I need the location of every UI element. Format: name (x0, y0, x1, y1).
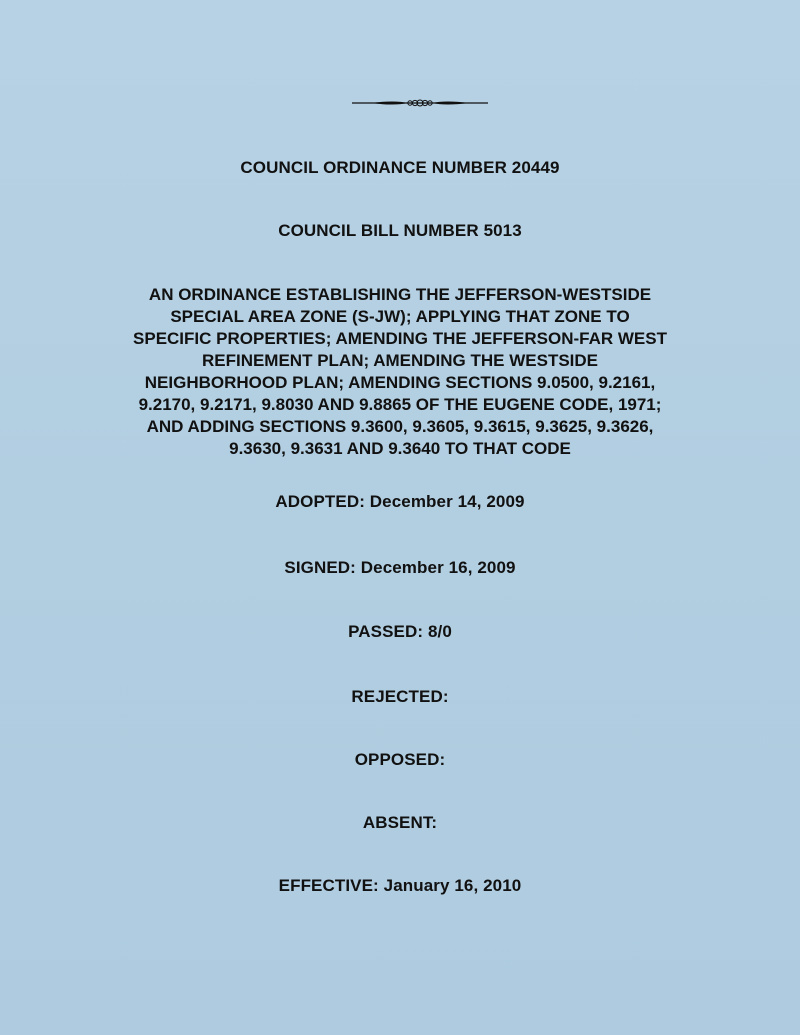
bill-number: COUNCIL BILL NUMBER 5013 (278, 221, 522, 240)
passed-vote: PASSED: 8/0 (348, 622, 452, 641)
ornament-divider-icon (350, 96, 490, 110)
adopted-date: ADOPTED: December 14, 2009 (275, 492, 525, 511)
signed-date: SIGNED: December 16, 2009 (284, 558, 516, 577)
rejected-field: REJECTED: (351, 687, 449, 706)
ordinance-number: COUNCIL ORDINANCE NUMBER 20449 (240, 158, 560, 177)
opposed-field: OPPOSED: (354, 750, 446, 769)
ordinance-title: AN ORDINANCE ESTABLISHING THE JEFFERSON-WESTSIDE SPECIAL AREA ZONE (S-JW); APPLYING THAT ZONE TO SPECIFIC PROPERTIES; AMENDING THE JEFFERSON-FAR WEST REFINEMENT PLAN; AMENDING THE WESTSIDE NEIGHBORHOOD PLAN; AMENDING SECTIONS 9.0500, 9.2161, 9.2170, 9.2171, 9.8030 AND 9.8865 OF THE EUGENE CODE, 1971; AND ADDING SECTIONS 9.3600, 9.3605, 9.3615, 9.3625, 9.3626, 9.3630, 9.3631 AND 9.3640 TO THAT CODE (133, 285, 667, 458)
absent-field: ABSENT: (362, 813, 438, 832)
effective-date: EFFECTIVE: January 16, 2010 (278, 876, 522, 895)
